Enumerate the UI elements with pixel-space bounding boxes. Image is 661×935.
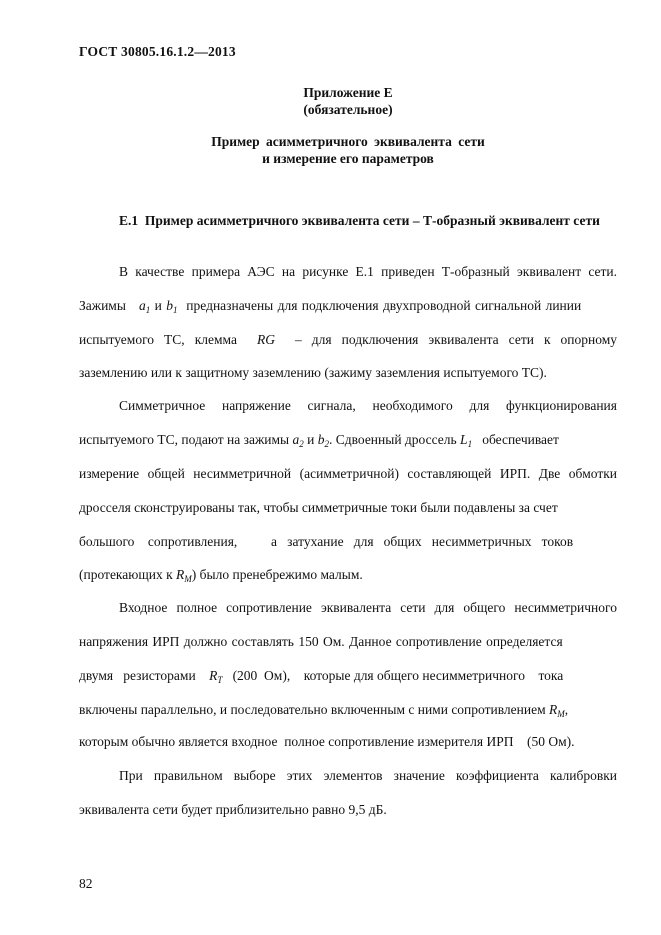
paragraph1-line3: испытуемого ТС, клемма RG – для подключения эквивалента сети к опорному: [79, 332, 618, 347]
symbol-a2: $a_2$: [292, 432, 304, 449]
paragraph1-line4: заземлению или к защитному заземлению (зажиму заземления испытуемого ТС).: [79, 365, 547, 380]
paragraph1-line1: В качестве примера АЭС на рисунке Е.1 приведен Т-образный эквивалент сети.: [119, 264, 617, 279]
symbol-RM: $R_M$: [176, 567, 192, 584]
paragraph3-line2: напряжения ИРП должно составлять 150 Ом. Данное сопротивление определяется: [79, 634, 563, 649]
paragraph3-line5: которым обычно является входное полное сопротивление измерителя ИРП (50 Ом).: [79, 734, 575, 749]
appendix-heading-line2: и измерение его параметров: [262, 151, 434, 166]
paragraph2-line3: измерение общей несимметричной (асимметричной) составляющей ИРП. Две обмотки: [79, 466, 617, 481]
paragraph2-line5: большого сопротивления, а затухание для общих несимметричных токов: [79, 534, 574, 549]
symbol-rg: RG: [257, 332, 275, 347]
section-title: Пример асимметричного эквивалента сети – Т-образный эквивалент сети: [144, 213, 600, 228]
paragraph2-line1: Симметричное напряжение сигнала, необходимого для функционирования: [119, 398, 617, 413]
symbol-RT: $R_T$: [209, 668, 223, 685]
symbol-a1: $a_1$: [139, 298, 151, 315]
paragraph4-line2: эквивалента сети будет приблизительно равно 9,5 дБ.: [79, 802, 387, 817]
section-heading: [79, 212, 617, 230]
appendix-heading-line1: Пример асимметричного эквивалента сети: [211, 134, 485, 149]
paragraph3-line4: включены параллельно, и последовательно включенным с ними сопротивлением $R_M$,: [79, 702, 569, 719]
page-number: 82: [79, 876, 93, 891]
paragraph2-line4: дросселя сконструированы так, чтобы симметричные токи были подавлены за счет: [79, 500, 558, 515]
paragraph2-line2: испытуемого ТС, подают на зажимы $a_2$ и $b_2$. Сдвоенный дроссель $L_1$ обеспечивает: [79, 432, 559, 449]
paragraph1-line2: Зажимы $a_1$ и $b_1$ предназначены для подключения двухпроводной сигнальной линии: [79, 298, 582, 315]
appendix-title: Приложение Е: [303, 85, 393, 100]
paragraph2-line6: (протекающих к $R_M$) было пренебрежимо малым.: [79, 567, 363, 584]
paragraph3-line1: Входное полное сопротивление эквивалента сети для общего несимметричного: [119, 600, 617, 615]
section-number: Е.1: [119, 213, 139, 228]
symbol-b2: $b_2$: [317, 432, 329, 449]
symbol-RM-2: $R_M$: [549, 702, 565, 719]
paragraph3-line3: двумя резисторами $R_T$ (200 Ом), которые для общего несимметричного тока: [79, 668, 564, 685]
appendix-subtitle: (обязательное): [303, 102, 393, 117]
symbol-b1: $b_1$: [166, 298, 178, 315]
document-code: ГОСТ 30805.16.1.2—2013: [79, 44, 236, 59]
symbol-L1: $L_1$: [460, 432, 473, 449]
paragraph4-line1: При правильном выборе этих элементов значение коэффициента калибровки: [119, 768, 617, 783]
